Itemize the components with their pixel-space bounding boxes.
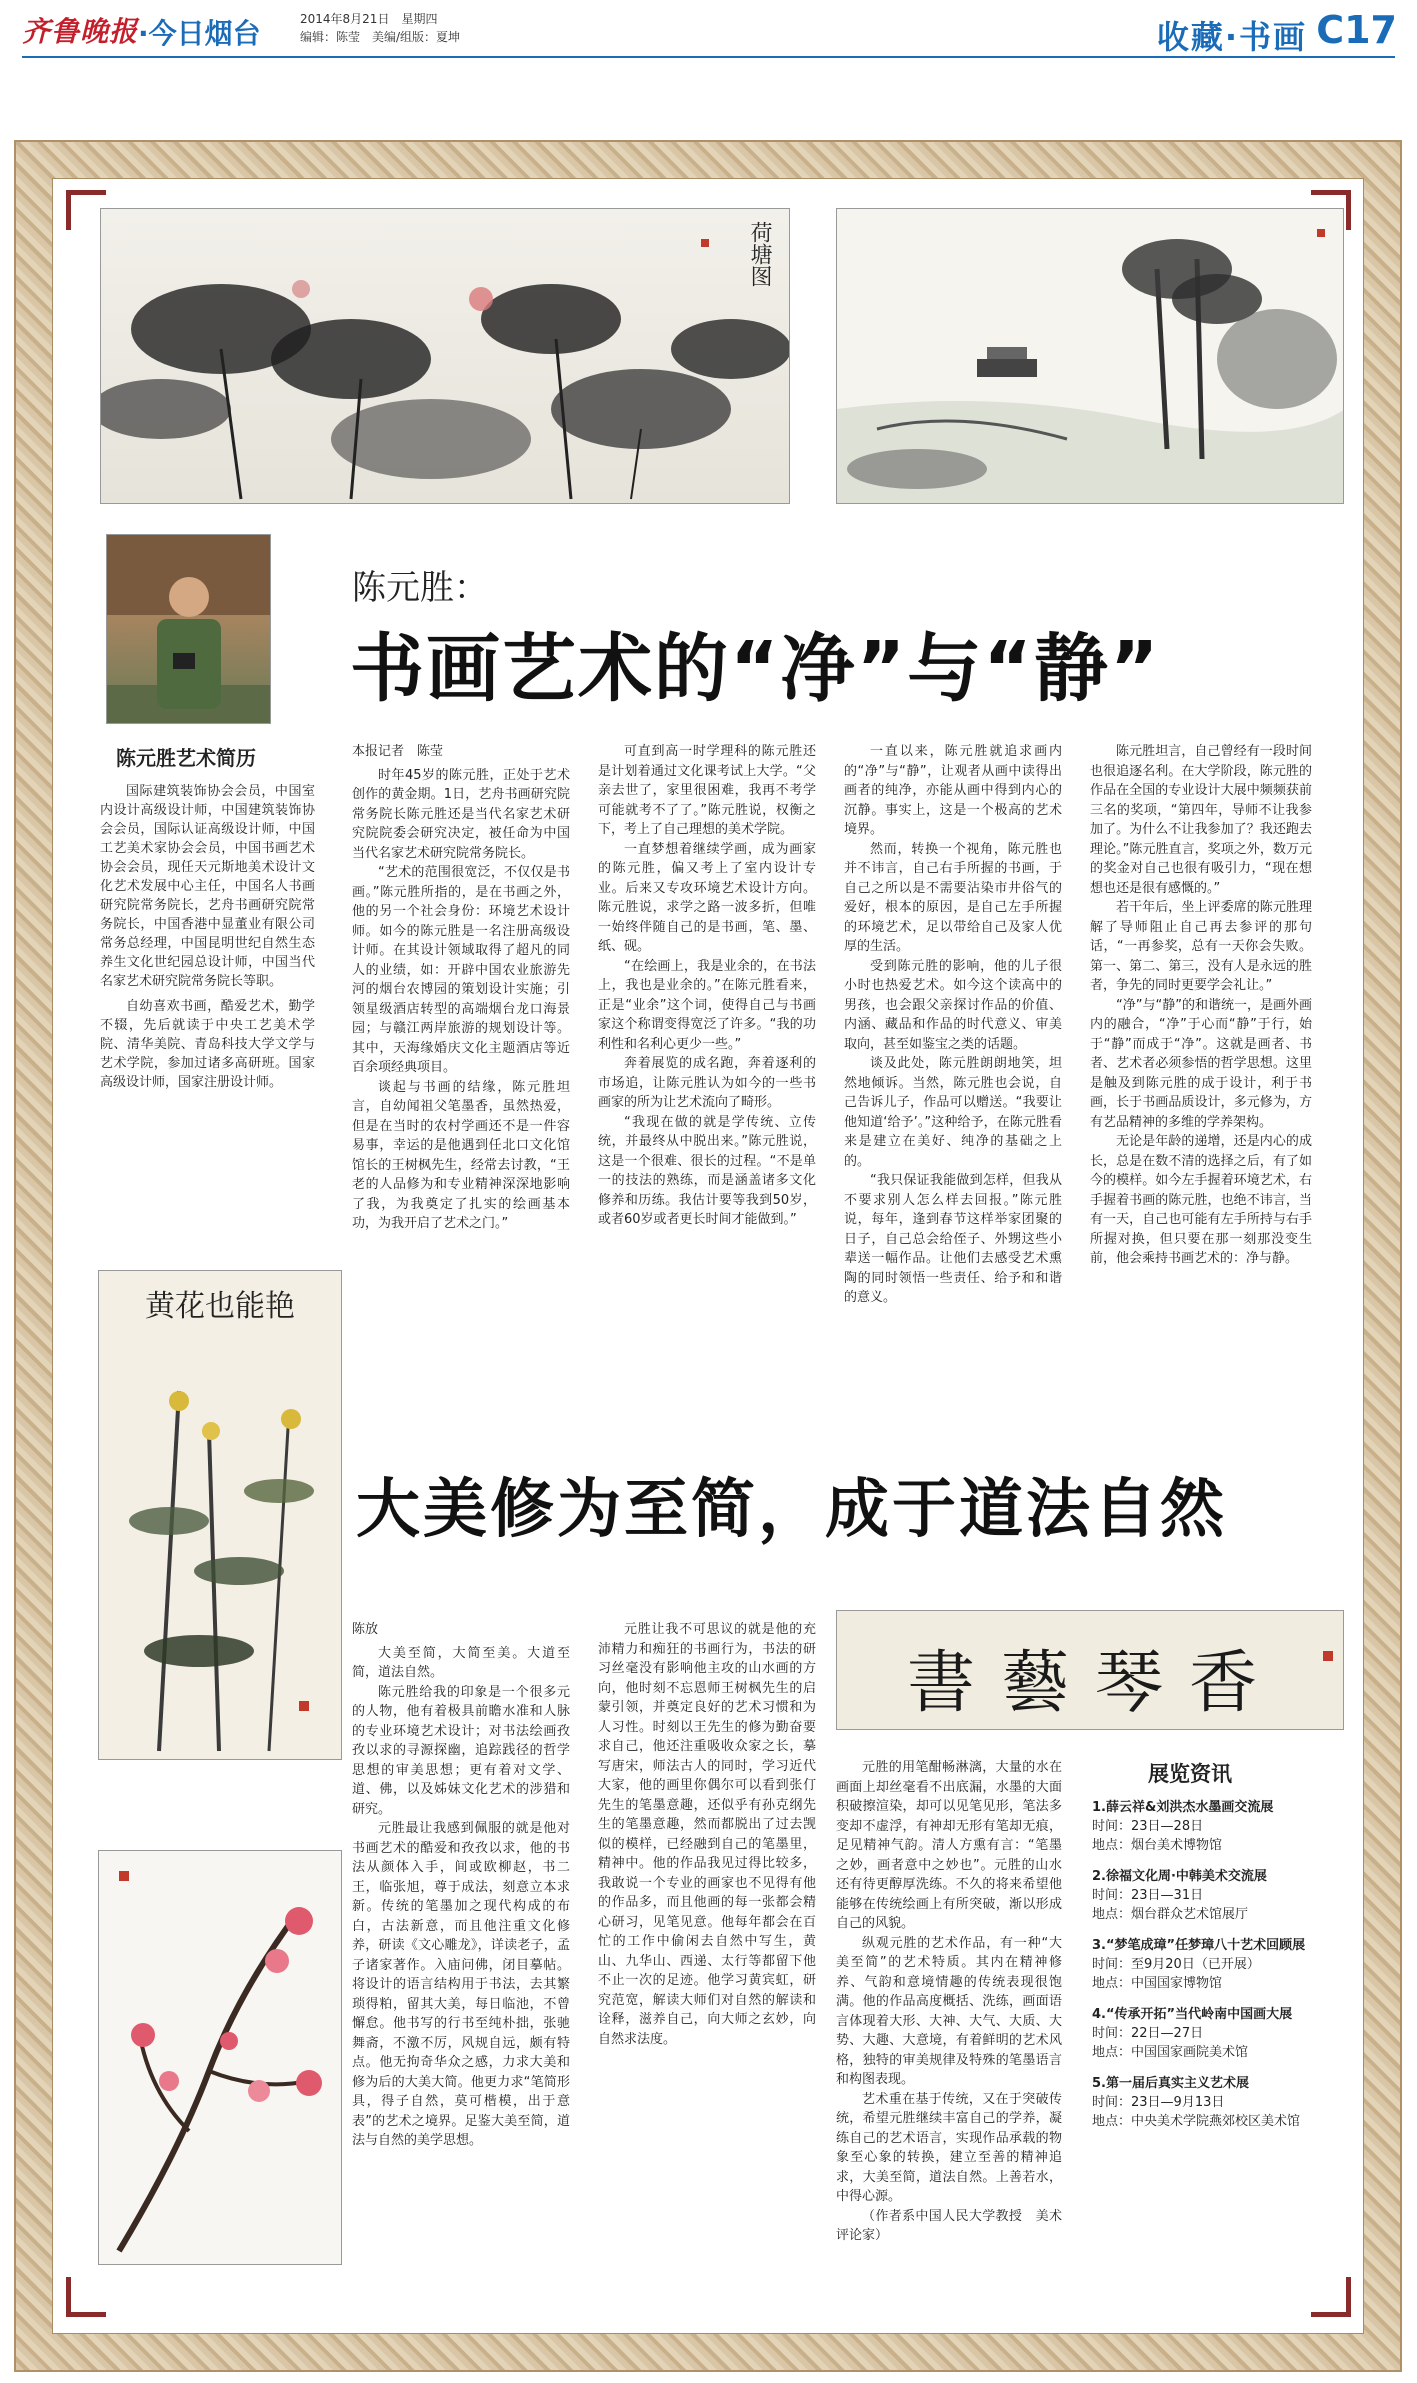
article2-column-3 — [836, 1758, 1062, 2298]
section-title: 收藏·书画 — [1156, 18, 1307, 56]
article1-byline: 本报记者 陈莹 — [352, 744, 444, 759]
article1-paragraph: 时年45岁的陈元胜，正处于艺术创作的黄金期。1日，艺舟书画研究院常务院长陈元胜还是当代名家艺术研究院院委会研究决定，被任命为中国当代名家艺术研究院常务院长。 — [352, 767, 570, 861]
flower-painting-art — [99, 1271, 342, 1760]
bio-paragraph: 自幼喜欢书画，酷爱艺术，勤学不辍，先后就读于中央工艺美术学院、清华美院、青岛科技大学文学与艺术学院，参加过诸多高研班。国家高级设计师，国家注册设计师。 — [100, 999, 315, 1090]
artist-portrait — [106, 534, 271, 724]
article2-paragraph: 纵观元胜的艺术作品，有一种“大美至简”的艺术特质。其内在精神修养、气韵和意境情趣的传统表现很饱满。他的作品高度概括、洗练，画面语言体现着大形、大神、大气、大质、大势、大趣、大意境，有着鲜明的艺术风格，独特的审美规律及特殊的笔墨语言和构图表现。 — [836, 1935, 1062, 2087]
article1-column-1 — [352, 742, 570, 1442]
article1-column-2 — [598, 742, 816, 1442]
header-rule — [22, 56, 1395, 58]
corner-ornament-bottom-left — [66, 2277, 106, 2317]
article2-paragraph: 艺术重在基于传统，又在于突破传统，希望元胜继续丰富自己的学养，凝练自己的艺术语言，实现作品承载的物象至心象的转换，建立至善的精神追求，大美至简，道法自然。上善若水，中得心源。 — [836, 2091, 1062, 2204]
exhibition-item — [1092, 1798, 1340, 1855]
lotus-caption: 荷塘图 — [747, 221, 772, 287]
edition-name: ·今日烟台 — [138, 17, 261, 50]
calligraphy-work — [836, 1610, 1344, 1730]
article1-paragraph: 谈及此处，陈元胜朗朗地笑，坦然地倾诉。当然，陈元胜也会说，自己告诉儿子，作品可以赠送。“我要让他知道‘给予’。”这种给予，在陈元胜看来是建立在美好、纯净的基础之上的。 — [844, 1056, 1062, 1169]
landscape-painting — [836, 208, 1344, 504]
exhibition-item — [1092, 1936, 1340, 1993]
exhibitions-title: 展览资讯 — [1148, 1762, 1232, 1786]
landscape-painting-art — [837, 209, 1344, 504]
article1-paragraph: 然而，转换一个视角，陈元胜也并不讳言，自己右手所握的书画，于自己之所以是不需要沾染市井俗气的爱好，根本的原因，是自己左手所握的环境艺术，足以带给自己及家人优厚的生活。 — [844, 841, 1062, 954]
article2-author-note: （作者系中国人民大学教授 美术评论家） — [836, 2208, 1062, 2243]
article2-paragraph: 元胜最让我感到佩服的就是他对书画艺术的酷爱和孜孜以求，他的书法从颜体入手，间或欧柳赵，书二王，临张旭，尊于成法，刻意立本求新。传统的笔墨加之现代构成的布白，古法新意，而且他注重文化修养，研读《文心雕龙》，详读老子，孟子诸家著作。入庙问佛，闭目摹帖。将设计的语言结构用于书法，去其繁琐得粕，留其大美，每日临池，不曾懈怠。他书写的行书至纯朴拙，张驰舞斋，不激不厉，风规自远，颇有特点。他无拘奇华众之感，力求大美和修为后的大美大简。他更力求“笔简形具，得子自然，莫可楷模，出于意表”的艺术之境界。足鉴大美至简，道法与自然的美学思想。 — [352, 1821, 570, 2148]
exhibition-item — [1092, 1867, 1340, 1924]
article1-paragraph: 受到陈元胜的影响，他的儿子很小时也热爱艺术。如今这个读高中的男孩，也会跟父亲探讨作品的价值、内涵、藏品和作品的时代意义、审美取向，甚至如鉴宝之类的话题。 — [844, 958, 1062, 1052]
article2-byline: 陈放 — [352, 1622, 379, 1637]
article2-column-1 — [352, 1620, 570, 2300]
artist-portrait-photo — [107, 535, 271, 724]
exhibition-time: 时间：至9月20日（已开展） — [1092, 1957, 1260, 1972]
article-kicker: 陈元胜： — [352, 568, 488, 608]
article2-paragraph: 陈元胜给我的印象是一个很多元的人物，他有着极具前瞻水准和人脉的专业环境艺术设计；对书法绘画孜孜以求的寻源探幽，追踪践径的哲学思想的审美思想；更有着对文学、道、佛，以及姊妹文化艺术的涉猎和研究。 — [352, 1684, 570, 1817]
exhibition-name: 3.“梦笔成璋”任梦璋八十艺术回顾展 — [1092, 1938, 1306, 1953]
exhibition-item — [1092, 2074, 1340, 2131]
page-number: C17 — [1316, 8, 1397, 52]
exhibition-place: 地点：中国国家博物馆 — [1092, 1976, 1223, 1991]
exhibition-time: 时间：23日—9月13日 — [1092, 2095, 1225, 2110]
bio-text — [100, 782, 315, 1098]
exhibition-place: 地点：烟台群众艺术馆展厅 — [1092, 1907, 1249, 1922]
calligraphy-text: 書藝琴香 — [907, 1644, 1284, 1723]
flower-caption: 黄花也能艳 — [145, 1289, 295, 1324]
article1-column-3 — [844, 742, 1062, 1442]
article1-paragraph: 一直梦想着继续学画，成为画家的陈元胜，偏又考上了室内设计专业。后来又专攻环境艺术设计方向。陈元胜说，求学之路一波多折，但唯一始终伴随自己的是书画，笔、墨、纸、砚。 — [598, 841, 816, 954]
article1-paragraph: 谈起与书画的结缘，陈元胜坦言，自幼闻祖父笔墨香，虽然热爱，但是在当时的农村学画还不是一件容易事，幸运的是他遇到任北口文化馆馆长的王树枫先生，经常去讨教，“王老的人品修为和专业精神深深地影响了我，为我奠定了扎实的绘画基本功，为我开启了艺术之门。” — [352, 1079, 570, 1231]
article2-headline: 大美修为至简，成于道法自然 — [356, 1473, 1227, 1547]
exhibitions-list — [1092, 1798, 1340, 2143]
article1-paragraph: 奔着展览的成名跑，奔着逐利的市场追，让陈元胜认为如今的一些书画家的所为让艺术流向了畸形。 — [598, 1056, 816, 1110]
bio-paragraph: 国际建筑装饰协会会员，中国室内设计高级设计师，中国建筑装饰协会会员，国际认证高级设计师，中国工艺美术家协会会员，中国书画艺术协会会员，现任天元斯地美术设计文化艺术发展中心主任，中国名人书画研究院常务院长，艺舟书画研究院常务院长，中国香港中显董业有限公司常务总经理，中国昆明世纪自然生态养生文化世纪园总设计师，中国当代名家艺术研究院常务院长等职。 — [100, 784, 315, 989]
flower-painting — [98, 1270, 342, 1760]
article1-paragraph: 可直到高一时学理科的陈元胜还是计划着通过文化课考试上大学。“父亲去世了，家里很困难，我再不考学可能就考不了了。”陈元胜说，权衡之下，考上了自己理想的美术学院。 — [598, 744, 816, 837]
exhibition-name: 5.第一届后真实主义艺术展 — [1092, 2076, 1249, 2091]
article1-paragraph: 陈元胜坦言，自己曾经有一段时间也很追逐名利。在大学阶段，陈元胜的作品在全国的专业设计大展中频频获前三名的奖项，“第四年，导师不让我参加了。为什么不让我参加了？我还跑去理论。”陈元胜直言，奖项之外，数万元的奖金对自己也很有吸引力，“现在想想也还是很有感慨的。” — [1090, 744, 1312, 896]
article1-paragraph: “我只保证我能做到怎样，但我从不要求别人怎么样去回报。”陈元胜说，每年，逢到春节这样举家团聚的日子，自己总会给侄子、外甥这些小辈送一幅作品。让他们去感受艺术熏陶的同时领悟一些责任、给予和和谐的意义。 — [844, 1173, 1062, 1305]
article1-paragraph: “艺术的范围很宽泛，不仅仅是书画。”陈元胜所指的，是在书画之外，他的另一个社会身份：环境艺术设计师。如今的陈元胜是一名注册高级设计师。在其设计领域取得了超凡的同人的业绩，如：开辟中国农业旅游先河的烟台农博园的策划设计实施；引领星级酒店转型的高端烟台龙口海景园；与赣江两岸旅游的规划设计等。其中，天海缘婚庆文化主题酒店等近百余项经典项目。 — [352, 865, 570, 1075]
article1-column-4 — [1090, 742, 1312, 1442]
article2-paragraph: 元胜让我不可思议的就是他的充沛精力和痴狂的书画行为，书法的研习丝毫没有影响他主攻的山水画的方向，他时刻不忘恩师王树枫先生的启蒙引领，并奠定良好的艺术习惯和为人习性。时刻以王先生的修为勤奋要求自己，他还注重吸收众家之长，摹写唐宋，师法古人的同时，学习近代大家，他的画里你偶尔可以看到张仃先生的笔墨意趣，还似乎有孙克纲先生的笔墨意趣，然而都脱出了过去觊似的模样，已经融到自己的笔墨里，精神中。他的作品我见过得比较多，我敢说一个专业的画家也不见得有他的作品多，而且他画的每一张都会精心研习，见笔见意。他每年都会在百忙的工作中偷闲去自然中写生，黄山、九华山、西递、太行等都留下他不止一次的足迹。他学习黄宾虹，研究范宽，解读大师们对自然的解读和诠释，滋养自己，向大师之玄妙，向自然求法度。 — [598, 1622, 816, 2047]
lotus-painting-art — [101, 209, 790, 504]
article1-paragraph: “在绘画上，我是业余的，在书法上，我也是业余的。”在陈元胜看来，正是“业余”这个词，使得自己与书画家这个称谓变得宽泛了许多。“我的功利性和名利心更少一些。” — [598, 958, 816, 1052]
plum-painting-art — [99, 1851, 342, 2265]
exhibition-time: 时间：22日—27日 — [1092, 2026, 1204, 2041]
corner-ornament-bottom-right — [1311, 2277, 1351, 2317]
article1-paragraph: 一直以来，陈元胜就追求画内的“净”与“静”，让观者从画中读得出画者的纯净，亦能从画中得到内心的沉静。事实上，这是一个极高的艺术境界。 — [844, 744, 1062, 837]
page-header — [0, 0, 1417, 62]
editors: 编辑：陈莹 美编/组版：夏坤 — [300, 30, 461, 44]
exhibition-name: 2.徐福文化周·中韩美术交流展 — [1092, 1869, 1267, 1884]
exhibition-place: 地点：烟台美术博物馆 — [1092, 1838, 1223, 1853]
exhibition-name: 1.薛云祥&刘洪杰水墨画交流展 — [1092, 1800, 1274, 1815]
exhibition-place: 地点：中国国家画院美术馆 — [1092, 2045, 1249, 2060]
header-meta — [300, 10, 460, 46]
masthead: 齐鲁晚报 — [22, 15, 139, 48]
lotus-painting — [100, 208, 790, 504]
issue-date: 2014年8月21日 星期四 — [300, 12, 438, 26]
article1-paragraph: 无论是年龄的递增，还是内心的成长，总是在数不清的选择之后，有了如今的模样。如今左手握着环境艺术，右手握着书画的陈元胜，也绝不讳言，当有一天，自己也可能有左手所持与右手所握对换，但只要在那一刻那没变生前，他会乘持书画艺术的：净与静。 — [1090, 1134, 1312, 1266]
exhibition-time: 时间：23日—28日 — [1092, 1819, 1204, 1834]
plum-blossom-painting — [98, 1850, 342, 2265]
exhibition-time: 时间：23日—31日 — [1092, 1888, 1204, 1903]
exhibition-name: 4.“传承开拓”当代岭南中国画大展 — [1092, 2007, 1293, 2022]
bio-title: 陈元胜艺术简历 — [116, 746, 256, 770]
calligraphy-seal — [1323, 1651, 1333, 1661]
article2-column-2 — [598, 1620, 816, 2300]
article2-paragraph: 元胜的用笔酣畅淋漓，大量的水在画面上却丝毫看不出底漏，水墨的大面积破擦渲染，却可以见笔见形，笔法多变却不虚浮，有神却无形有笔却无痕，足见精神气韵。清人方熏有言：“笔墨之妙，画者意中之妙也”。元胜的山水还有待更醇厚洗练。不久的将来希望他能够在传统绘画上有所突破，渐以形成自己的风貌。 — [836, 1760, 1062, 1931]
article-headline: 书画艺术的“净”与“静” — [350, 626, 1161, 712]
article1-paragraph: “净”与“静”的和谐统一，是画外画内的融合，“净”于心而“静”于行，始于“静”而成于“净”。这就是画者、书者、艺术者必须参悟的哲学思想。这里是触及到陈元胜的成于设计，利于书画，长于书画品质设计，多元修为，方有艺品精神的多维的学养架构。 — [1090, 997, 1312, 1130]
exhibition-item — [1092, 2005, 1340, 2062]
article1-paragraph: 若干年后，坐上评委席的陈元胜理解了导师阻止自己再去参评的那句话，“一再参奖，总有一天你会失败。第一、第二、第三，没有人是永远的胜者，争先的同时更要学会礼让。” — [1090, 900, 1312, 993]
exhibition-place: 地点：中央美术学院燕郊校区美术馆 — [1092, 2114, 1301, 2129]
article2-paragraph: 大美至简，大简至美。大道至简，道法自然。 — [352, 1645, 570, 1680]
article1-paragraph: “我现在做的就是学传统、立传统，并最终从中脱出来。”陈元胜说，这是一个很难、很长的过程。“不是单一的技法的熟练，而是涵盖诸多文化修养和历练。我估计要等我到50岁，或者60岁或者更长时间才能做到。” — [598, 1114, 816, 1227]
